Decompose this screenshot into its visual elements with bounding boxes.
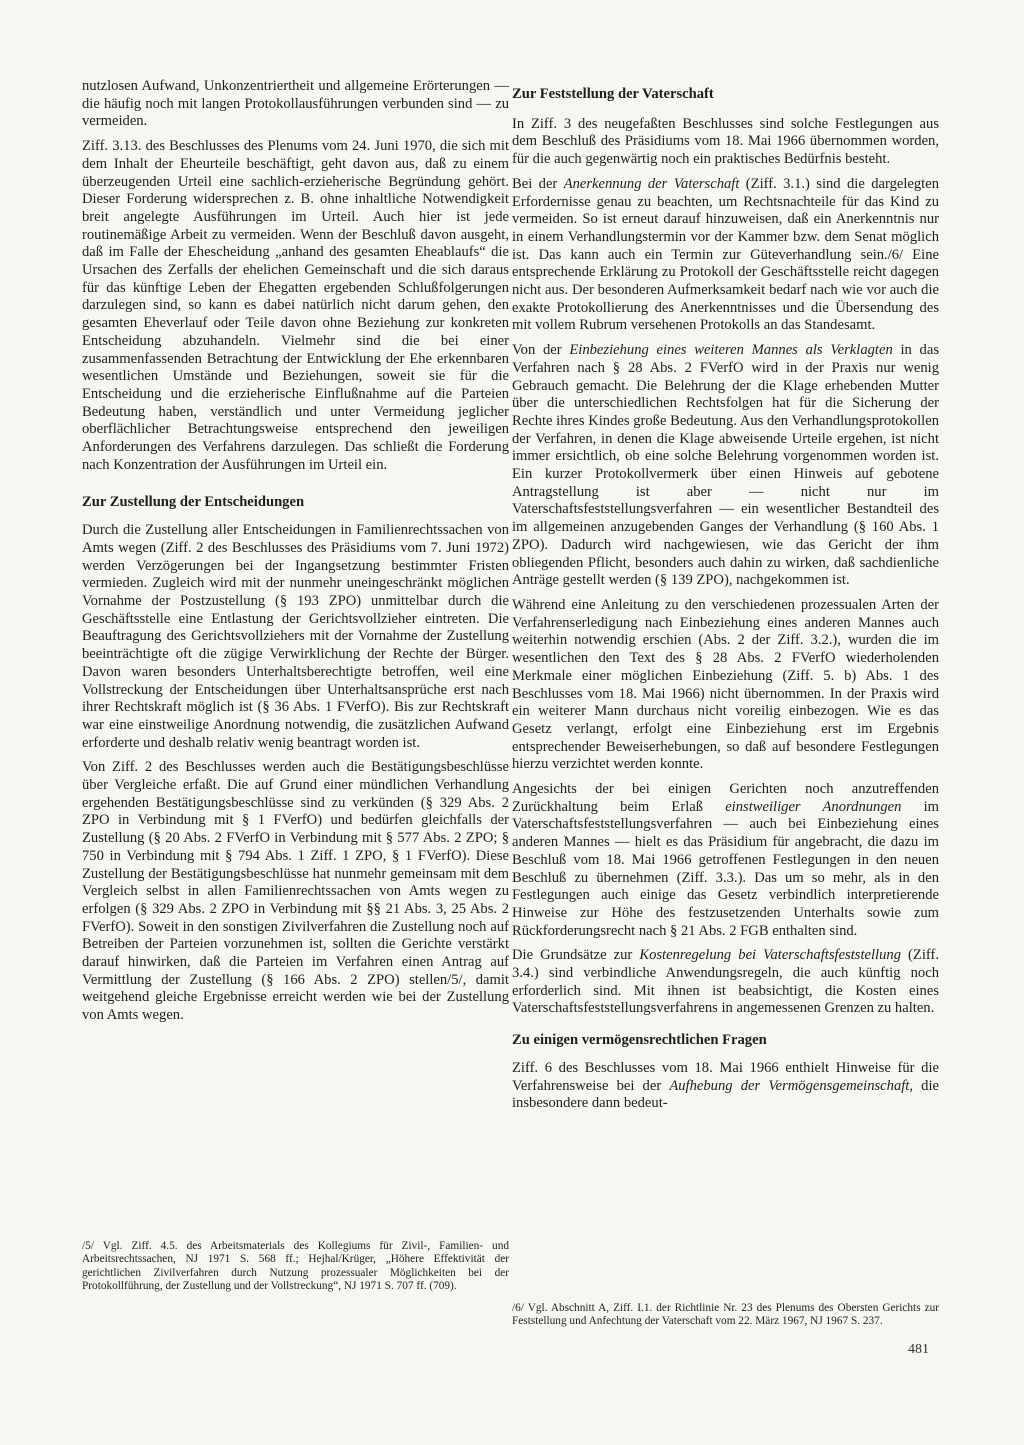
section-heading-vaterschaft: Zur Feststellung der Vaterschaft: [512, 86, 714, 102]
p3-rest: in das Verfahren nach § 28 Abs. 2 FVerfO wird in der Praxis nur wenig Gebrauch gemacht. Die Belehrung der die Klage erhebenden Mutter über die unterschiedlichen Rechtsfolgen hat für die Sicherung der Rechte ihres Kindes große Bedeutung. Aus den Verhandlungsprotokollen der Verfahren, in denen die Klage abweisende Urteile ergehen, ist nicht immer ersichtlich, ob eine solche Belehrung vorgenommen worden ist. Ein kurzer Protokollvermerk über einen Hinweis auf gebotene Antragstellung ist aber — nicht nur im Vaterschaftsfeststellungsverfahren — ein wesentlicher Bestandteil des im allgemeinen anzugebenden Ganges der Verhandlung (§ 160 Abs. 1 ZPO). Dadurch wird nachgewiesen, wie das Gericht der ihm obliegenden Pflicht, besonders auch dahin zu wirken, daß sachdienliche Anträge gestellt werden (§ 139 ZPO), nachgekommen ist.: [512, 342, 940, 589]
p7-rest: , die insbesondere dann bedeut-: [512, 1077, 939, 1112]
p2-rest: (Ziff. 3.1.) sind die dargelegten Erfordernisse genau zu beachten, um Rechtsnachteile für das Kind zu vermeiden. So ist erneut darauf hinzuweisen, daß ein Anerkenntnis nur in einem Verhandlungstermin vor der Kammer bzw. dem Senat möglich ist. Das kann auch ein Termin zur Güteverhandlung sein./6/ Eine entsprechende Erklärung zu Protokoll der Geschäftsstelle reicht dagegen nicht aus. Der besonderen Aufmerksamkeit bedarf nach wie vor auch die exakte Protokollierung des Anerkenntnisses und die Übersendung des mit vollem Rubrum versehenen Protokolls an das Standesamt.: [512, 175, 939, 334]
p5-rest: im Vaterschaftsfeststellungsverfahren — auch bei Einbeziehung eines anderen Mannes — hielt es das Präsidium für angebracht, die dazu im Beschluß vom 18. Mai 1966 getroffenen Festlegungen in den neuen Beschluß zu übernehmen (Ziff. 3.3.). Das um so mehr, als in den Festlegungen auch einige das Gesetz verbindlich interpretierende Hinweise zur Höhe des festzusetzenden Unterhalts sowie zum Rückforderungsrecht nach § 21 Abs. 2 FGB enthalten sind.: [512, 798, 939, 939]
page-number: 481: [908, 1342, 929, 1357]
left-paragraph-2: Ziff. 3.13. des Beschlusses des Plenums vom 24. Juni 1970, die sich mit dem Inhalt der Eheurteile beschäftigt, geht davon aus, daß zu einem überzeugenden Urteil eine sachlich-erzieherische Begründung gehört. Dieser Forderung widersprechen z. B. ohne inhaltliche Notwendigkeit breit angelegte Ausführungen im Urteil. Auch hier ist jede routinemäßige Arbeit zu vermeiden. Wenn der Beschluß davon ausgeht, daß im Falle der Ehescheidung „anhand des gesamten Eheablaufs“ die Ursachen des Zerfalls der ehelichen Gemeinschaft und die sich daraus für das künftige Leben der Ehegatten ergebenden Schlußfolgerungen darzulegen sind, so kann es dabei natürlich nicht darum gehen, den gesamten Eheverlauf oder Teile davon ohne Beziehung zur konkreten Entscheidung abzuhandeln. Vielmehr sind die bei einer zusammenfassenden Betrachtung der Entwicklung der Ehe erkennbaren wesentlichen Umstände und Beziehungen, soweit sie für die Entscheidung und die erzieherische Einflußnahme auf die Parteien Bedeutung haben, verständlich und unter Vermeidung jeglicher oberflächlicher Betrachtungsweise entsprechend den jeweiligen Anforderungen des Verfahrens darzulegen. Das schließt die Forderung nach Konzentration der Ausführungen im Urteil ein.: [82, 138, 509, 473]
footnote-6-text: /6/ Vgl. Abschnitt A, Ziff. I.1. der Richtlinie Nr. 23 des Plenums des Obersten Gerichts zur Feststellung und Anfechtung der Vaterschaft vom 22. März 1967, NJ 1967 S. 237.: [512, 1302, 939, 1328]
p7-emphasis: Aufhebung der Vermögensgemeinschaft: [669, 1077, 910, 1094]
p2-prefix: Bei der: [512, 175, 564, 192]
p7-prefix: Ziff. 6 des Beschlusses vom 18. Mai 1966 enthielt Hinweise für die Verfahrensweise bei der: [512, 1059, 939, 1094]
left-paragraph-1: nutzlosen Aufwand, Unkonzentriertheit und allgemeine Erörterungen — die häufig noch mit langen Protokollausführungen verbunden sind — zu vermeiden.: [82, 78, 509, 130]
section-heading-zustellung: Zur Zustellung der Entscheidungen: [82, 494, 305, 511]
p3-emphasis: Einbeziehung eines weiteren Mannes als Verklagten: [569, 342, 893, 359]
right-paragraph-5: [512, 781, 939, 940]
left-paragraph-3: Durch die Zustellung aller Entscheidungen in Familienrechtssachen von Amts wegen (Ziff. 2 des Beschlusses des Präsidiums vom 7. Juni 1972) werden Verzögerungen bei der Ingangsetzung bestimmter Fristen vermieden. Zugleich wird mit der nunmehr uneingeschränkt möglichen Vornahme der Postzustellung (§ 193 ZPO) unmittelbar durch die Geschäftsstelle eine Entlastung der Gerichtsvollzieher eintreten. Die Beauftragung des Gerichtsvollziehers mit der Vornahme der Zustellung beeinträchtigte oft die zügige Verwirklichung der Rechte der Bürger. Davon waren besonders Unterhaltsberechtigte betroffen, weil eine Vollstreckung der Entscheidungen über Unterhaltsansprüche erst nach ihrer Rechtskraft möglich ist (§ 36 Abs. 1 FVerfO). Bis zur Rechtskraft war eine einstweilige Anordnung notwendig, die zusätzlichen Aufwand erforderte und deshalb relativ wenig beantragt worden ist.: [82, 522, 509, 751]
right-paragraph-3: [512, 342, 939, 590]
p6-emphasis: Kostenregelung bei Vaterschaftsfeststellung: [639, 947, 901, 964]
footnote-6: [512, 1302, 939, 1329]
left-paragraph-4: Von Ziff. 2 des Beschlusses werden auch die Bestätigungsbeschlüsse über Vergleiche erfaßt. Die auf Grund einer mündlichen Verhandlung ergehenden Bestätigungsbeschlüsse sind zu verkünden (§ 329 Abs. 2 ZPO in Verbindung mit § 1 FVerfO) und bedürfen gleichfalls der Zustellung (§ 20 Abs. 2 FVerfO in Verbindung mit § 577 Abs. 2 ZPO; § 750 in Verbindung mit § 794 Abs. 1 Ziff. 1 ZPO, § 1 FVerfO). Diese Zustellung der Bestätigungsbeschlüsse hat nunmehr gemeinsam mit dem Vergleich selbst in allen Familienrechtssachen von Amts wegen zu erfolgen (§ 329 Abs. 2 ZPO in Verbindung mit §§ 21 Abs. 3, 25 Abs. 2 FVerfO). Soweit in den sonstigen Zivilverfahren die Zustellung noch auf Betreiben der Parteien vorzunehmen ist, sollten die Gerichte verstärkt darauf hinwirken, daß die Parteien im Verfahren einen Antrag auf Vermittlung der Zustellung (§ 166 Abs. 2 ZPO) stellen/5/, damit weitgehend gleiche Ergebnisse erreicht werden wie bei der Zustellung von Amts wegen.: [82, 759, 509, 1024]
footnote-5: [82, 1240, 509, 1294]
right-paragraph-1: In Ziff. 3 des neugefaßten Beschlusses sind solche Festlegungen aus dem Beschluß des Präsidiums vom 18. Mai 1966 übernommen worden, für die auch gegenwärtig noch ein praktisches Bedürfnis besteht.: [512, 115, 939, 168]
p5-prefix: Angesichts der bei einigen Gerichten noch anzutreffenden Zurückhaltung beim Erlaß: [512, 781, 939, 815]
right-paragraph-7: [512, 1060, 939, 1113]
p6-rest: (Ziff. 3.4.) sind verbindliche Anwendungsregeln, die auch künftig noch erforderlich sind. Mit ihnen ist beabsichtigt, die Kosten eines Vaterschaftsfeststellungsverfahrens in angemessenen Grenzen zu halten.: [512, 947, 939, 1017]
right-paragraph-6: [512, 947, 939, 1018]
p6-prefix: Die Grundsätze zur: [512, 947, 640, 964]
section-heading-vermoegen: Zu einigen vermögensrechtlichen Fragen: [512, 1032, 767, 1049]
left-column: [82, 78, 509, 1032]
p3-prefix: Von der: [512, 342, 570, 359]
right-paragraph-2: [512, 176, 939, 335]
p2-emphasis: Anerkennung der Vaterschaft: [563, 175, 740, 192]
p5-emphasis: einstweiliger Anordnungen: [725, 798, 902, 815]
footnote-5-text: /5/ Vgl. Ziff. 4.5. des Arbeitsmaterials des Kollegiums für Zivil-, Familien- und Arbeitsrechtssachen, NJ 1971 S. 568 ff.; Hejhal/Krüger, „Höhere Effektivität der gerichtlichen Zivilverfahren durch Nutzung prozessualer Möglichkeiten bei der Protokollführung, der Zustellung und der Vollstreckung“, NJ 1971 S. 707 ff. (709).: [82, 1240, 509, 1293]
right-paragraph-4: Während eine Anleitung zu den verschiedenen prozessualen Arten der Verfahrenserledigung nach Einbeziehung eines anderen Mannes auch weiterhin notwendig erschien (Abs. 2 der Ziff. 3.2.), wurden die im wesentlichen den Text des § 28 Abs. 2 FVerfO wiederholenden Merkmale einer möglichen Einbeziehung (Ziff. 5. b) Abs. 1 des Beschlusses vom 18. Mai 1966) nicht übernommen. In der Praxis wird ein weiterer Mann durchaus nicht voreilig einbezogen. Wie es das Gesetz verlangt, erfolgt eine Einbeziehung erst im Ergebnis entsprechender Beweiserhebungen, so daß auf besondere Festlegungen hierzu verzichtet werden konnte.: [512, 596, 939, 773]
right-column: [512, 78, 939, 1120]
